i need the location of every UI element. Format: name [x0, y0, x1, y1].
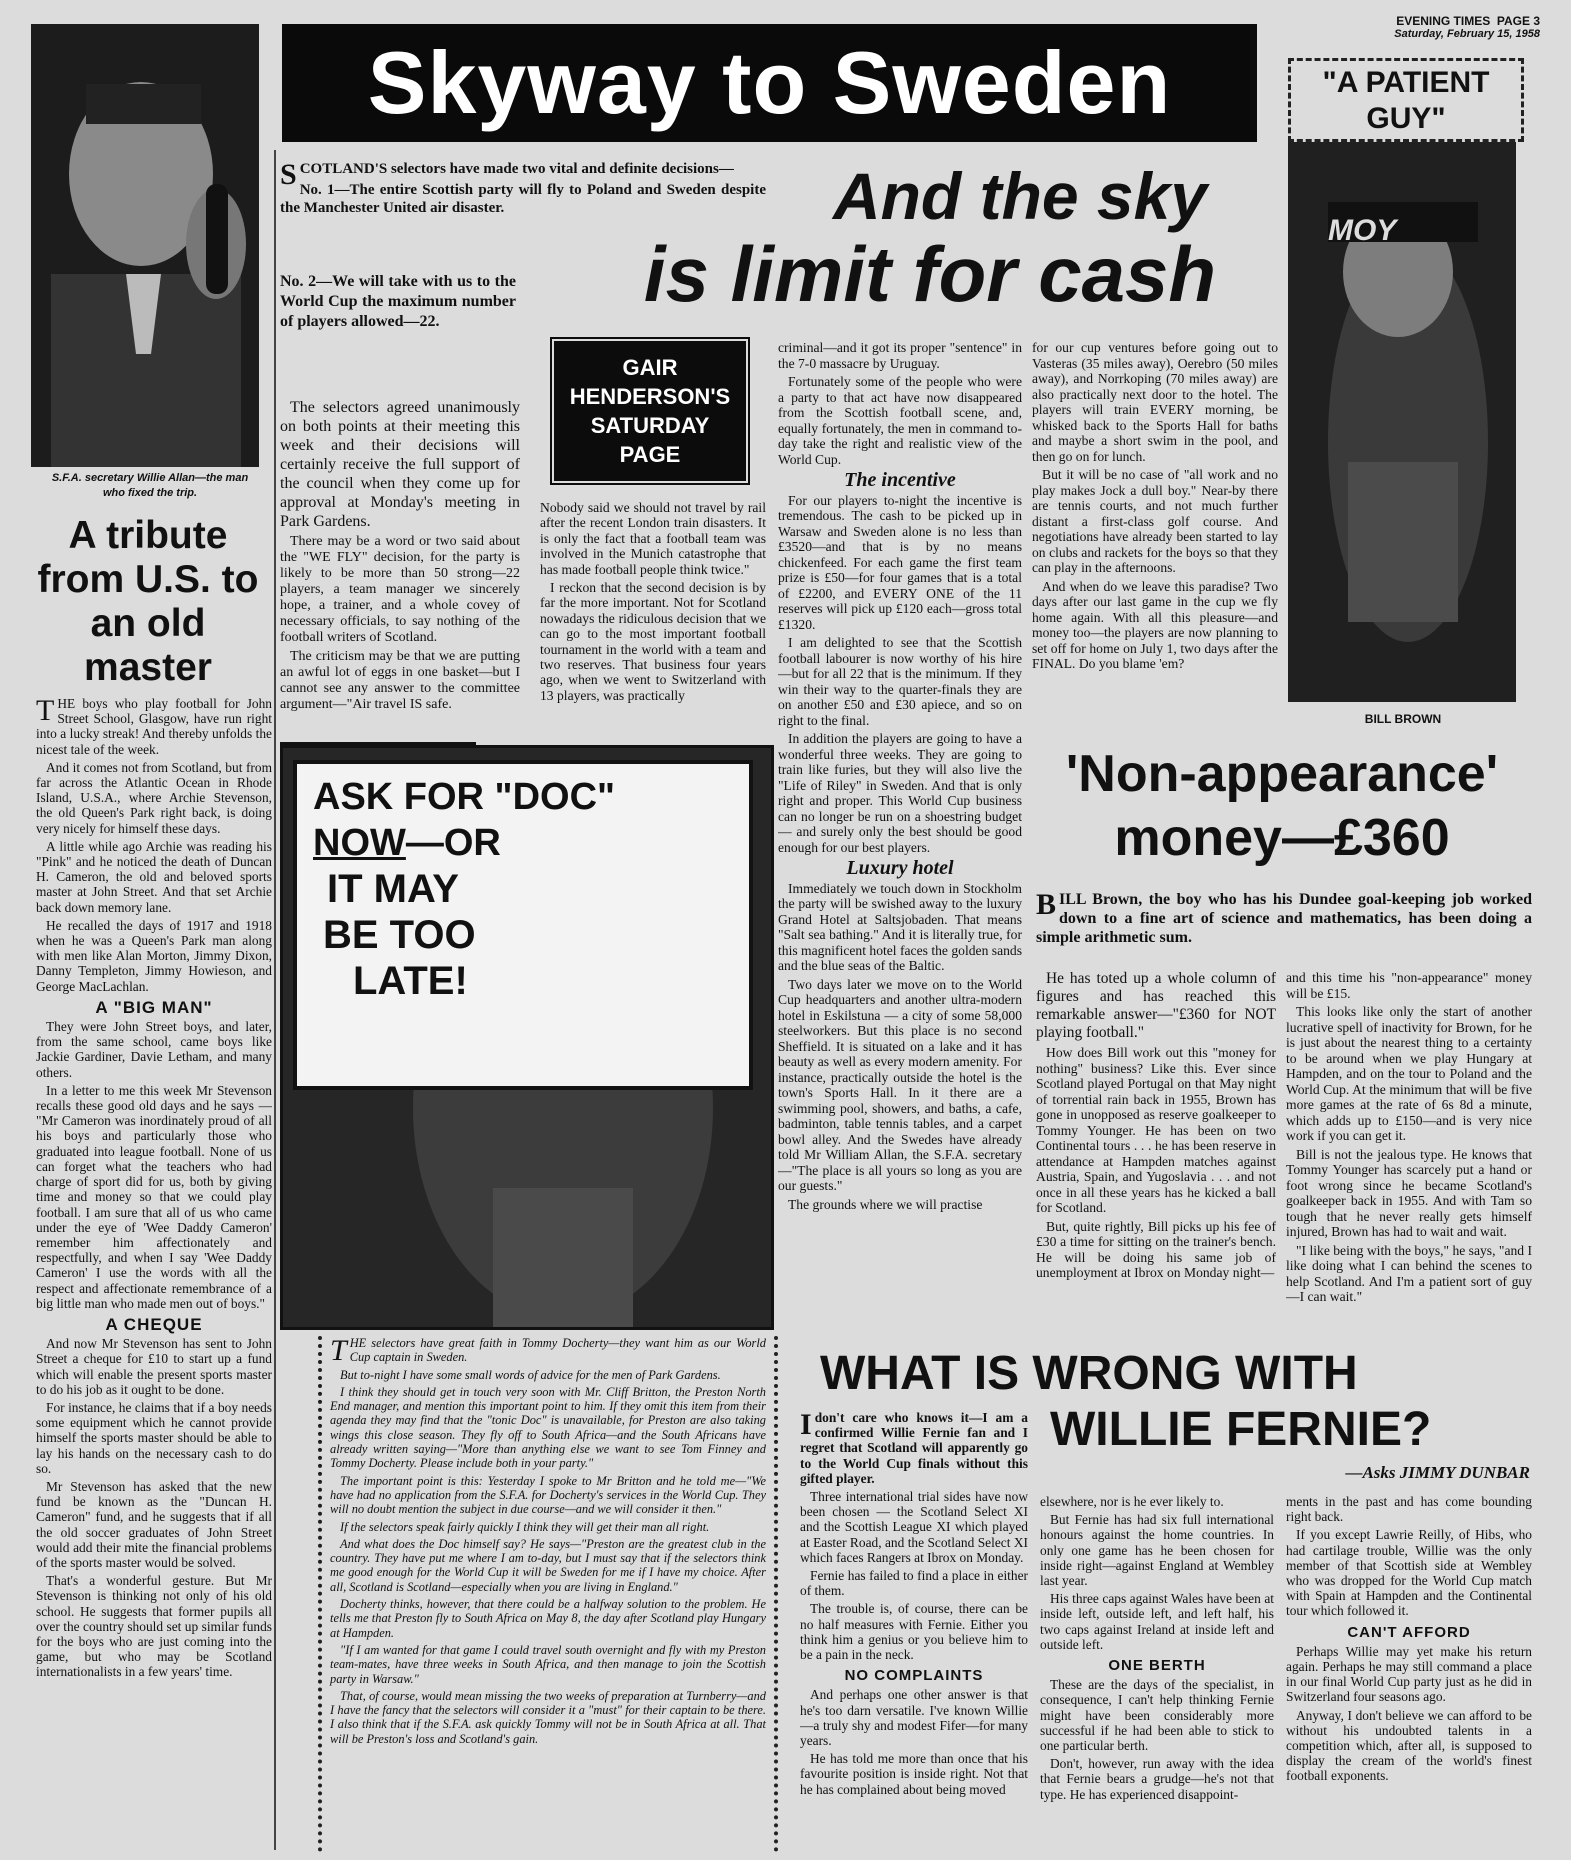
fernie-para: Don't, however, run away with the idea that Fernie bears a grudge—he's not that type. He has experienced disappoint-	[1040, 1756, 1274, 1802]
decision-two-text: No. 2—We will take with us to the World Cup the maximum number of players allowed—22.	[280, 273, 516, 330]
non-appearance-col2	[1286, 970, 1532, 1348]
tribute-para: Mr Stevenson has asked that the new fund be known as the "Duncan H. Cameron" fund, and he suggests that if all the old soccer graduates of John Street would add their mite the financial problems of the sports master would be solved.	[36, 1478, 272, 1570]
column-d	[1032, 340, 1278, 730]
column-b-para: I reckon that the second decision is by far the more important. Not for Scotland nowadays the ridiculous decision that we can go to the most important football tournament in the world with a team and two reserves. That business four years ago, when we went to Switzerland with 13 players, was practically	[540, 580, 766, 703]
non-appearance-col1	[1036, 970, 1276, 1348]
sky-headline	[560, 160, 1280, 320]
tribute-para: A little while ago Archie was reading his "Pink" and he noticed the death of Duncan H. Cameron, the old and beloved sports master at John Street. And that set Archie back down memory lane.	[36, 838, 272, 915]
tribute-para: In a letter to me this week Mr Stevenson recalls these good old days and he says — "Mr Cameron was inordinately proud of all his boys and particularly those who graduated into league football. None of us can forget what the teachers who had charge of sport did for us, both by giving time and money so that we could play football. I am sure that all of us who came under the eye of 'Wee Daddy Cameron' remember him affectionately and respectfully, and when I say 'Wee Daddy Cameron' I use the words with all the respect and affectionate remembrance of a big little man who made men out of boys."	[36, 1082, 272, 1311]
non-appearance-para: and this time his "non-appearance" money will be £15.	[1286, 970, 1532, 1001]
tribute-para: And now Mr Stevenson has sent to John Street a cheque for £10 to start up a fund which will enable the present sports master to do his job as it ought to be done.	[36, 1336, 272, 1397]
column-b	[540, 500, 766, 740]
fernie-col3	[1286, 1494, 1532, 1850]
gair-henderson-box	[548, 335, 752, 487]
fernie-para: But Fernie has had six full international honours against the home countries. In only one game has he been chosen for inside right—against England at Wembley last year.	[1040, 1512, 1274, 1589]
fernie-para: The trouble is, of course, there can be no half measures with Fernie. Either you think him a genius or you believe him to be a pain in the neck.	[800, 1601, 1028, 1663]
tribute-para: They were John Street boys, and later, from the same school, came boys like Jackie Gardiner, Davie Letham, and many others.	[36, 1019, 272, 1080]
column-d-para: for our cup ventures before going out to Vasteras (35 miles away), Oerebro (50 miles away), and Norrkoping (70 miles away) are also practically next door to the hotel. The players will train EVERY morning, be whisked back to the Sports Hall for baths and maybe a short swim in the pool, and then go on for lunch.	[1032, 340, 1278, 464]
doc-headline-line4: BE TOO	[323, 913, 476, 957]
fernie-para: Three international trial sides have now been chosen — the Scotland Select XI and the Scottish League XI which played at Easter Road, and the Scotland Select XI which faces Rangers at Ibrox on Monday.	[800, 1489, 1028, 1565]
non-appearance-line2: money—£360	[1114, 809, 1450, 867]
fernie-para: He has told me more than once that his favourite position is inside right. Not that he has complained about being moved	[800, 1751, 1028, 1797]
fernie-para: His three caps against Wales have been at inside left, outside left, and left half, his two caps against Ireland at inside left and outside left.	[1040, 1591, 1274, 1652]
column-c-para: criminal—and it got its proper "sentence" in the 7-0 massacre by Uruguay.	[778, 340, 1022, 371]
man-on-telephone-illustration	[31, 24, 259, 467]
fernie-byline: —Asks JIMMY DUNBAR	[1345, 1463, 1530, 1482]
column-c-para: The grounds where we will practise	[788, 1196, 983, 1212]
sky-headline-line1: And the sky	[832, 160, 1208, 233]
decision-one: No. 1—The entire Scottish party will fly to Poland and Sweden despite the Manchester United air disaster.	[280, 182, 766, 216]
doc-para: The important point is this: Yesterday I spoke to Mr Britton and he told me—"We have had no application from the S.F.A. for Docherty's services in the World Cup. They will no doubt mention the subject in due course—and we will consider it then."	[330, 1473, 766, 1517]
patient-guy-headline: "A PATIENT GUY"	[1322, 66, 1490, 135]
gair-line4: PAGE	[619, 442, 681, 467]
fernie-para: Idon't care who knows it—I am a confirmed Willie Fernie fan and I regret that Scotland will apparently go to the World Cup finals without this gifted player.	[800, 1410, 1028, 1486]
column-c-para: Fortunately some of the people who were a party to that act have now disappeared from the Scottish football scene, and, equally fortunately, the men in command to-day take the right and realistic view of the World Cup.	[778, 374, 1022, 467]
fernie-para: ments in the past and has come bounding right back.	[1286, 1494, 1532, 1525]
fernie-para: elsewhere, nor is he ever likely to.	[1040, 1494, 1224, 1509]
fernie-para: Perhaps Willie may yet make his return again. Perhaps he may still command a place in our final World Cup party just as he did in Switzerland four seasons ago.	[1286, 1643, 1532, 1705]
column-c-para: Immediately we touch down in Stockholm the party will be swished away to the luxury Grand Hotel at Saltsjobaden. That means "Salt sea bathing." And it is literally true, for this magnificent hotel faces the golden sands and the blue seas of the Baltic.	[778, 880, 1022, 973]
non-appearance-headline	[1032, 742, 1532, 882]
shirt-text: MOY	[1328, 214, 1397, 247]
goalkeeper-illustration	[1288, 142, 1516, 702]
column-b-para: Nobody said we should not travel by rail after the recent London train disasters. It is only the fact that a football team was involved in the Munich catastrophe that has made football people think twice."	[540, 500, 766, 577]
doc-para: If the selectors speak fairly quickly I think they will get their man all right.	[340, 1519, 710, 1534]
fernie-para: These are the days of the specialist, in consequence, I can't help thinking Fernie might have been considerably more successful if he had been able to stick to one particular berth.	[1040, 1677, 1274, 1754]
fernie-headline-line1: WHAT IS WRONG WITH	[820, 1347, 1358, 1400]
doc-headline-or: —OR	[405, 822, 501, 864]
non-appearance-para: How does Bill work out this "money for nothing" business? Like this. Ever since Scotland played Portugal on that May night of torrential rain back in 1955, Brown has gone in unopposed as reserve goalkeeper to Tommy Younger. He has been on two Continental tours . . . he has been reserve in attendance at Hampden matches against Austria, Spain, and Yugoslavia . . . and not once in all these years has he kicked a ball for Scotland.	[1036, 1045, 1276, 1215]
fernie-para: If you except Lawrie Reilly, of Hibs, who had cartilage trouble, Willie was the only member of that Scottish side at Wembley who was dropped for the World Cup match with Spain at Hampden and the Continental tour which followed it.	[1286, 1527, 1532, 1619]
column-rule	[274, 150, 276, 1850]
column-a	[280, 398, 520, 738]
sky-headline-line2: is limit for cash	[643, 230, 1217, 318]
subheading-no-complaints: NO COMPLAINTS	[844, 1667, 984, 1685]
column-a-para: The criticism may be that we are putting an awful lot of eggs in one basket—but I cannot see any answer to the committee argument—"Air travel IS safe.	[280, 649, 520, 712]
column-c-para: In addition the players are going to have a wonderful three weeks. They are going to train like furies, but they will also live the "Life of Riley" in Sweden. And that is only right and proper. This World Cup business can no longer be run on a shoestring budget — and surely only the best should be good enough for our best players.	[778, 731, 1022, 855]
doc-para: THE selectors have great faith in Tommy Docherty—they want him as our World Cup captain in Sweden.	[330, 1336, 766, 1367]
doc-para: But to-night I have some small words of advice for the men of Park Gardens.	[340, 1367, 721, 1382]
non-appearance-para: But, quite rightly, Bill picks up his fee of £30 a time for sitting on the trainer's bench. He will be doing his same job of unemployment at Ibrox on Monday night—	[1036, 1218, 1276, 1280]
non-appearance-para: Bill is not the jealous type. He knows that Tommy Younger has scarcely put a hand or foot wrong since he became Scotland's goalkeeper back in 1955. And with Tam so tough that he never really gets himself injured, Brown has had to wait and wait.	[1286, 1146, 1532, 1239]
doc-headline-line3: IT MAY	[327, 867, 459, 911]
subheading-luxury-hotel: Luxury hotel	[846, 857, 954, 879]
fernie-para: Anyway, I don't believe we can afford to be without his undoubted talents in a competition which, after all, is supposed to display the cream of the world's finest football exponents.	[1286, 1707, 1532, 1784]
column-a-para: There may be a word or two said about the "WE FLY" decision, for the party is likely to be more than 50 strong—22 players, a team manager we sincerely hope, a trainer, and a whole covey of necessary officials, to say nothing of the football writers of Scotland.	[280, 534, 520, 645]
tribute-headline: A tribute from U.S. to an old master	[37, 514, 259, 689]
fernie-para: Fernie has failed to find a place in either of them.	[800, 1568, 1028, 1599]
doc-left-rule	[280, 742, 476, 745]
allan-photo	[31, 24, 259, 467]
gair-line2: HENDERSON'S	[569, 384, 731, 409]
main-headline-banner	[282, 24, 1257, 142]
patient-guy-headline-box	[1288, 58, 1524, 142]
doc-para: And what does the Doc himself say? He says—"Preston are the greatest club in the country. They have put me where I am to-day, but I must say that if the selectors think me good enough for the World Cup it will be Sweden for me if I have my choice. After all, Scotland is Scotland—especially when you are living in England."	[330, 1536, 766, 1594]
paper-name: EVENING TIMES	[1396, 14, 1491, 28]
tribute-para: He recalled the days of 1917 and 1918 when he was a Queen's Park man along with men like Alan Morton, Jimmy Dixon, Danny Templeton, Jimmy Howieson, and George MacLachlan.	[36, 917, 272, 994]
issue-date: Saturday, February 15, 1958	[1394, 28, 1540, 40]
fernie-para: And perhaps one other answer is that he's too darn versatile. I've known Willie—a truly shy and modest Fifer—for many years.	[800, 1687, 1028, 1749]
intro-lead-text: SCOTLAND'S selectors have made two vital and definite decisions—	[280, 160, 734, 191]
fernie-headline-line2: WILLIE FERNIE?	[1050, 1403, 1432, 1456]
column-c	[778, 340, 1022, 1350]
tribute-para: That's a wonderful gesture. But Mr Stevenson is thinking not only of his old school. He suggests that former pupils all over the country should set up similar funds for the boys who are just coming into the game, but who may be Scotland internationalists in a few years' time.	[36, 1573, 272, 1680]
doc-photo-box	[280, 745, 774, 1330]
tribute-para: THE boys who play football for John Street School, Glasgow, have run right into a lucky streak! And thereby unfolds the nicest tale of the week.	[36, 696, 272, 757]
doc-para: I think they should get in touch very soon with Mr. Cliff Britton, the Preston North End manager, and mention this important point to him. If they omit this item from their agenda they may find that the "tonic Doc" is unavailable, for Preston are also taking wings this close season. They fly off to South Africa—and the South Africans have already written saying—"More than anything else we want to see Tom Finney and Tommy Docherty. Please include both in your party."	[330, 1384, 766, 1471]
doc-headline-line1: ASK FOR "DOC"	[313, 776, 616, 818]
gair-line3: SATURDAY	[590, 413, 710, 438]
non-appearance-para: "I like being with the boys," he says, "and I like doing what I can behind the scenes to help Scotland. And I'm a patient sort of guy—I can wait."	[1286, 1242, 1532, 1304]
doc-para: That, of course, would mean missing the two weeks of preparation at Turnberry—and I have the fancy that the selectors will consider it a "must" for their captain to be there. I also think that if the S.F.A. ask quickly Tommy will not be in South Africa at all. That will be Preston's loss and Scotland's gain.	[330, 1688, 766, 1746]
non-appearance-lead	[1036, 890, 1532, 968]
subheading-incentive: The incentive	[844, 469, 956, 491]
doc-story	[318, 1336, 778, 1852]
tribute-para: For instance, he claims that if a boy needs some equipment which he cannot provide himself the sports master should be able to lay his hands on the necessary cash to do so.	[36, 1399, 272, 1476]
subheading-one-berth: ONE BERTH	[1108, 1657, 1206, 1675]
non-appearance-para: He has toted up a whole column of figures and has reached this remarkable answer—"£360 for NOT playing football."	[1036, 970, 1276, 1041]
fernie-col1	[800, 1410, 1028, 1850]
main-headline: Skyway to Sweden	[367, 33, 1172, 132]
doc-headline-line5: LATE!	[353, 959, 468, 1003]
doc-headline-now: NOW	[313, 822, 406, 864]
non-appearance-para: This looks like only the start of another lucrative spell of inactivity for Brown, for he is just about the nearest thing to a certainty to be around when we play Hungary at Hampden, and on the tour to Poland and the World Cup. At the minimum that will be five more games at the rate of 6s 8d a minute, which adds up to £150—and is very nice work if you can get it.	[1286, 1004, 1532, 1143]
column-c-para: I am delighted to see that the Scottish football labourer is now worthy of his hire—but for all 22 that is the minimum. If they win their way to the quarter-finals they are on another £50 and £30 apiece, and so on right to the final.	[778, 635, 1022, 728]
fernie-col2	[1040, 1494, 1274, 1850]
non-appearance-lead-text: BILL Brown, the boy who has his Dundee goal-keeping job worked down to a fine art of science and mathematics, has been doing a simple arithmetic sum.	[1036, 890, 1532, 946]
column-c-para: Two days later we move on to the World Cup headquarters and another ultra-modern hotel in Eskilstuna — a city of some 58,000 steelworkers. But this place is no second Sheffield. It is situated on a lake and it has beauty as well as every modern amenity. For instance, practically outside the hotel is the town's Sports Hall. In it there are a swimming pool, showers, and baths, a cafe, badminton, table tennis tables, and a carpet bowl alley. And the Swedes have already told Mr William Allan, the S.F.A. secretary—"The place is all yours so long as you are our guests."	[778, 976, 1022, 1193]
allan-photo-caption: S.F.A. secretary Willie Allan—the man who fixed the trip.	[51, 472, 249, 499]
masthead	[1300, 14, 1540, 46]
doc-para: "If I am wanted for that game I could travel south overnight and fly with my Preston team-mates, have three weeks in South Africa, and then manage to join the Scottish party in Warsaw."	[330, 1642, 766, 1686]
subheading-big-man: A "BIG MAN"	[95, 997, 213, 1017]
page-number: PAGE 3	[1496, 14, 1540, 28]
column-d-para: And when do we leave this paradise? Two days after our last game in the cup we fly home again. With all this pleasure—and money too—the players are now planning to set off for home on July 1, two days after the FINAL. Do you blame 'em?	[1032, 578, 1278, 671]
column-a-para: The selectors agreed unanimously on both points at their meeting this week and their decisions will certainly receive the full support of the council when they come up for approval at Monday's meeting in Park Gardens.	[280, 399, 520, 530]
tribute-para: And it comes not from Scotland, but from far across the Atlantic Ocean in Rhode Island, U.S.A., where Archie Stevenson, the old Queen's Park right back, is doing very nicely for himself these days.	[36, 759, 272, 836]
subheading-cant-afford: CAN'T AFFORD	[1347, 1623, 1471, 1641]
non-appearance-line1: 'Non-appearance'	[1065, 745, 1499, 803]
decision-two	[280, 272, 516, 396]
gair-line1: GAIR	[622, 355, 678, 380]
doc-para: Docherty thinks, however, that there could be a halfway solution to the problem. He tells me that Preston fly to South Africa on May 8, the day after Scotland play Hungary at Hampden.	[330, 1597, 766, 1640]
column-c-para: For our players to-night the incentive is tremendous. The cash to be picked up in Warsaw and Sweden alone is no less than £3520—and that is by no means chickenfeed. For each game the first team prize is £50—for four games that is a total of £2200, and EVERY ONE of the 11 reserves will pick up £120 each—gross total £1320.	[778, 492, 1022, 632]
tribute-article	[36, 696, 272, 1852]
bill-brown-caption: BILL BROWN	[1364, 712, 1442, 726]
doc-headline	[293, 760, 753, 1090]
subheading-a-cheque: A CHEQUE	[105, 1314, 203, 1334]
column-d-para: But it will be no case of "all work and no play makes Jock a dull boy." Near-by there are tennis courts, and not much further distant a first-class golf course. And negotiations have already been started to lay on clubs and rackets for the boys so that they can play in the afternoons.	[1032, 467, 1278, 575]
bill-brown-photo	[1288, 142, 1516, 702]
